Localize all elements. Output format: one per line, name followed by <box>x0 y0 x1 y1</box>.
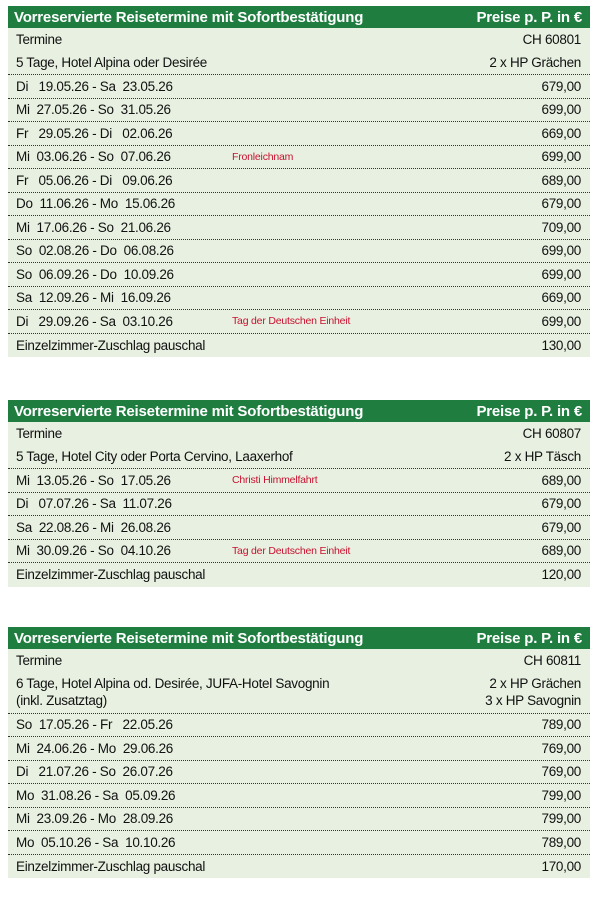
price-value: 699,00 <box>541 149 581 165</box>
table-header <box>8 400 590 422</box>
holiday-note: Christi Himmelfahrt <box>232 474 318 487</box>
table-row <box>8 146 590 170</box>
table-title: Vorreservierte Reisetermine mit Sofortbestätigung <box>14 402 364 420</box>
surcharge-label: Einzelzimmer-Zuschlag pauschal <box>16 337 206 353</box>
price-value: 689,00 <box>541 472 581 488</box>
termine-row <box>8 28 590 52</box>
travel-dates: So 02.08.26 - Do 06.08.26 <box>16 243 174 259</box>
tour-description <box>16 675 329 709</box>
tour-code: CH 60807 <box>522 426 581 442</box>
travel-dates: Sa 22.08.26 - Mi 26.08.26 <box>16 519 171 535</box>
tour-description: 5 Tage, Hotel Alpina oder Desirée <box>16 55 207 71</box>
table-row <box>8 540 590 564</box>
travel-dates: Do 11.06.26 - Mo 15.06.26 <box>16 196 176 212</box>
travel-dates: Fr 29.05.26 - Di 02.06.26 <box>16 125 173 141</box>
table-row <box>8 122 590 146</box>
table-row <box>8 263 590 287</box>
termine-label: Termine <box>16 32 62 48</box>
table-row <box>8 516 590 540</box>
table-header <box>8 6 590 28</box>
price-value: 769,00 <box>541 740 581 756</box>
termine-label: Termine <box>16 653 62 669</box>
description-row <box>8 446 590 470</box>
tour-description-line: 6 Tage, Hotel Alpina od. Desirée, JUFA-Hotel Savognin <box>16 675 330 691</box>
termine-label: Termine <box>16 426 62 442</box>
price-table-2 <box>8 400 590 587</box>
table-row <box>8 737 590 761</box>
price-value: 679,00 <box>541 78 581 94</box>
description-row <box>8 52 590 76</box>
price-table-3 <box>8 627 590 878</box>
travel-dates: Mi 03.06.26 - So 07.06.26 <box>16 149 171 165</box>
table-row <box>8 169 590 193</box>
table-row <box>8 193 590 217</box>
price-header: Preise p. P. in € <box>476 402 582 420</box>
board-info: 2 x HP Täsch <box>504 449 581 465</box>
tour-code: CH 60811 <box>523 653 581 669</box>
holiday-note: Tag der Deutschen Einheit <box>232 544 351 557</box>
price-value: 679,00 <box>541 496 581 512</box>
holiday-note: Fronleichnam <box>232 150 294 163</box>
travel-dates: So 06.09.26 - Do 10.09.26 <box>16 266 174 282</box>
price-value: 679,00 <box>541 519 581 535</box>
price-value: 699,00 <box>541 243 581 259</box>
table-row <box>8 310 590 334</box>
price-value: 699,00 <box>541 266 581 282</box>
travel-dates: Di 19.05.26 - Sa 23.05.26 <box>16 78 173 94</box>
travel-dates: Di 21.07.26 - So 26.07.26 <box>16 764 173 780</box>
travel-dates: So 17.05.26 - Fr 22.05.26 <box>16 717 173 733</box>
price-table-1 <box>8 6 590 357</box>
price-value: 709,00 <box>541 219 581 235</box>
travel-dates: Di 29.09.26 - Sa 03.10.26 <box>16 313 173 329</box>
surcharge-price: 170,00 <box>541 858 581 874</box>
travel-dates: Mi 17.06.26 - So 21.06.26 <box>16 219 171 235</box>
table-row <box>8 240 590 264</box>
surcharge-price: 130,00 <box>541 337 581 353</box>
price-value: 699,00 <box>541 313 581 329</box>
price-value: 679,00 <box>541 196 581 212</box>
table-title: Vorreservierte Reisetermine mit Sofortbestätigung <box>14 629 364 647</box>
price-value: 799,00 <box>541 787 581 803</box>
table-row <box>8 469 590 493</box>
table-row <box>8 99 590 123</box>
table-row <box>8 831 590 855</box>
travel-dates: Fr 05.06.26 - Di 09.06.26 <box>16 172 173 188</box>
travel-dates: Mi 27.05.26 - So 31.05.26 <box>16 102 171 118</box>
surcharge-price: 120,00 <box>541 567 581 583</box>
table-header <box>8 627 590 649</box>
travel-dates: Mo 31.08.26 - Sa 05.09.26 <box>16 787 176 803</box>
price-header: Preise p. P. in € <box>476 629 582 647</box>
table-row <box>8 784 590 808</box>
travel-dates: Mi 30.09.26 - So 04.10.26 <box>16 543 171 559</box>
surcharge-row <box>8 563 590 587</box>
travel-dates: Mi 23.09.26 - Mo 28.09.26 <box>16 811 173 827</box>
table-row <box>8 808 590 832</box>
table-row <box>8 216 590 240</box>
travel-dates: Mi 13.05.26 - So 17.05.26 <box>16 472 171 488</box>
table-row <box>8 714 590 738</box>
termine-row <box>8 422 590 446</box>
table-row <box>8 287 590 311</box>
table-title: Vorreservierte Reisetermine mit Sofortbestätigung <box>14 8 364 26</box>
surcharge-label: Einzelzimmer-Zuschlag pauschal <box>16 567 206 583</box>
price-value: 799,00 <box>541 811 581 827</box>
description-row <box>8 673 590 714</box>
price-value: 669,00 <box>541 125 581 141</box>
tour-description: 5 Tage, Hotel City oder Porta Cervino, Laaxerhof <box>16 449 293 465</box>
board-info: 2 x HP Grächen <box>489 55 581 71</box>
tour-code: CH 60801 <box>522 32 581 48</box>
surcharge-row <box>8 855 590 879</box>
price-value: 689,00 <box>541 172 581 188</box>
surcharge-label: Einzelzimmer-Zuschlag pauschal <box>16 858 206 874</box>
holiday-note: Tag der Deutschen Einheit <box>232 315 351 328</box>
table-row <box>8 493 590 517</box>
price-header: Preise p. P. in € <box>476 8 582 26</box>
price-value: 789,00 <box>541 717 581 733</box>
termine-row <box>8 649 590 673</box>
travel-dates: Di 07.07.26 - Sa 11.07.26 <box>16 496 172 512</box>
price-value: 789,00 <box>541 834 581 850</box>
board-info-line: 3 x HP Savognin <box>485 692 581 708</box>
tour-description-line: (inkl. Zusatztag) <box>16 692 107 708</box>
surcharge-row <box>8 334 590 358</box>
board-info <box>485 675 581 709</box>
price-value: 669,00 <box>541 290 581 306</box>
travel-dates: Mo 05.10.26 - Sa 10.10.26 <box>16 834 176 850</box>
travel-dates: Mi 24.06.26 - Mo 29.06.26 <box>16 740 173 756</box>
table-row <box>8 75 590 99</box>
price-value: 769,00 <box>541 764 581 780</box>
board-info-line: 2 x HP Grächen <box>489 675 581 691</box>
price-value: 699,00 <box>541 102 581 118</box>
table-row <box>8 761 590 785</box>
price-value: 689,00 <box>541 543 581 559</box>
travel-dates: Sa 12.09.26 - Mi 16.09.26 <box>16 290 171 306</box>
